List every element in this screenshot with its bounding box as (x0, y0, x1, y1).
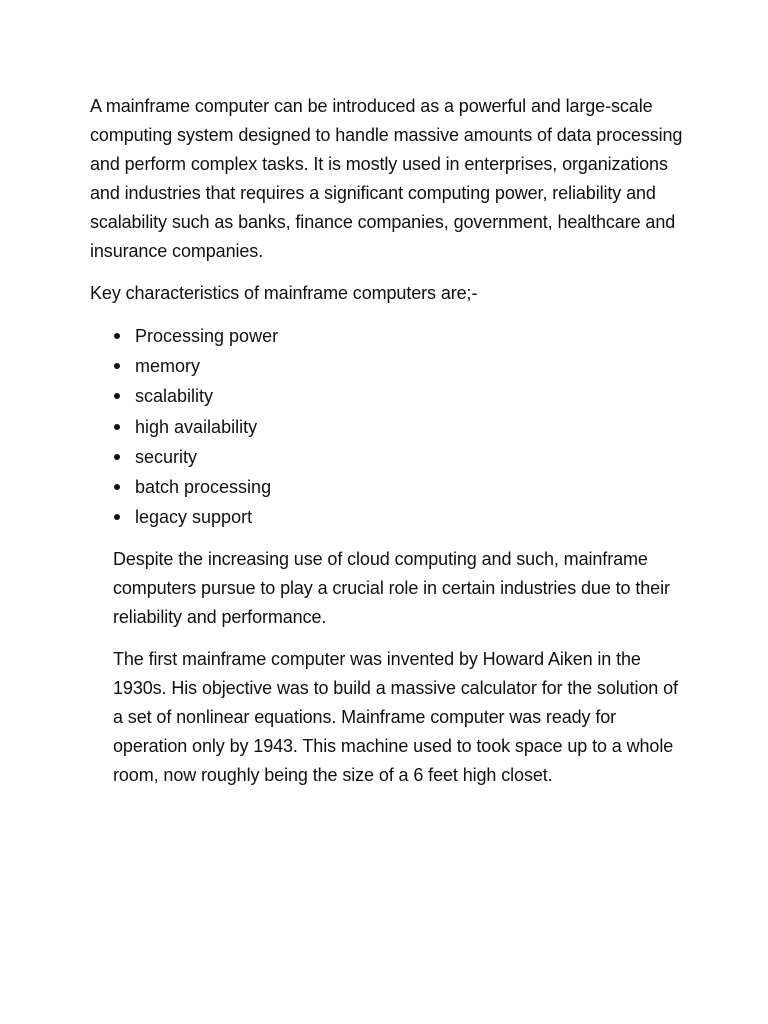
list-item (90, 502, 690, 532)
list-item-label: legacy support (135, 507, 253, 528)
bullet-icon (114, 514, 120, 520)
bullet-icon (114, 333, 120, 339)
list-item (90, 412, 690, 442)
first-mainframe-paragraph: The first mainframe computer was invented by Howard Aiken in the 1930s. His objective was to build a massive calculator for the solution of a set of nonlinear equations. Mainframe computer was ready for operation only by 1943. This machine used to took space up to a whole room, now roughly being the size of a 6 feet high closet. (113, 649, 678, 785)
list-item (90, 381, 690, 411)
list-item-label: memory (135, 356, 201, 377)
bullet-icon (114, 393, 120, 399)
list-item-label: Processing power (135, 326, 279, 346)
list-item (90, 442, 690, 472)
list-item-label: security (135, 446, 198, 467)
list-item (90, 321, 690, 351)
list-item (90, 472, 690, 502)
bullet-icon (114, 424, 120, 430)
despite-paragraph: Despite the increasing use of cloud computing and such, mainframe computers pursue to play a crucial role in certain industries due to their reliability and performance. (113, 549, 670, 627)
bullet-icon (114, 363, 120, 369)
list-item-label: batch processing (135, 477, 272, 498)
list-item-label: high availability (135, 416, 258, 437)
key-characteristics-heading: Key characteristics of mainframe computers are;- (90, 283, 478, 303)
list-item (90, 351, 690, 381)
intro-paragraph: A mainframe computer can be introduced as a powerful and large-scale computing system designed to handle massive amounts of data processing and perform complex tasks. It is mostly used in enterprises, organizations and industries that requires a significant computing power, reliability and scalability such as banks, finance companies, government, healthcare and insurance companies. (90, 96, 683, 261)
list-item-label: scalability (135, 386, 214, 407)
bullet-icon (114, 484, 120, 490)
bullet-icon (114, 454, 120, 460)
characteristics-list (90, 321, 690, 532)
